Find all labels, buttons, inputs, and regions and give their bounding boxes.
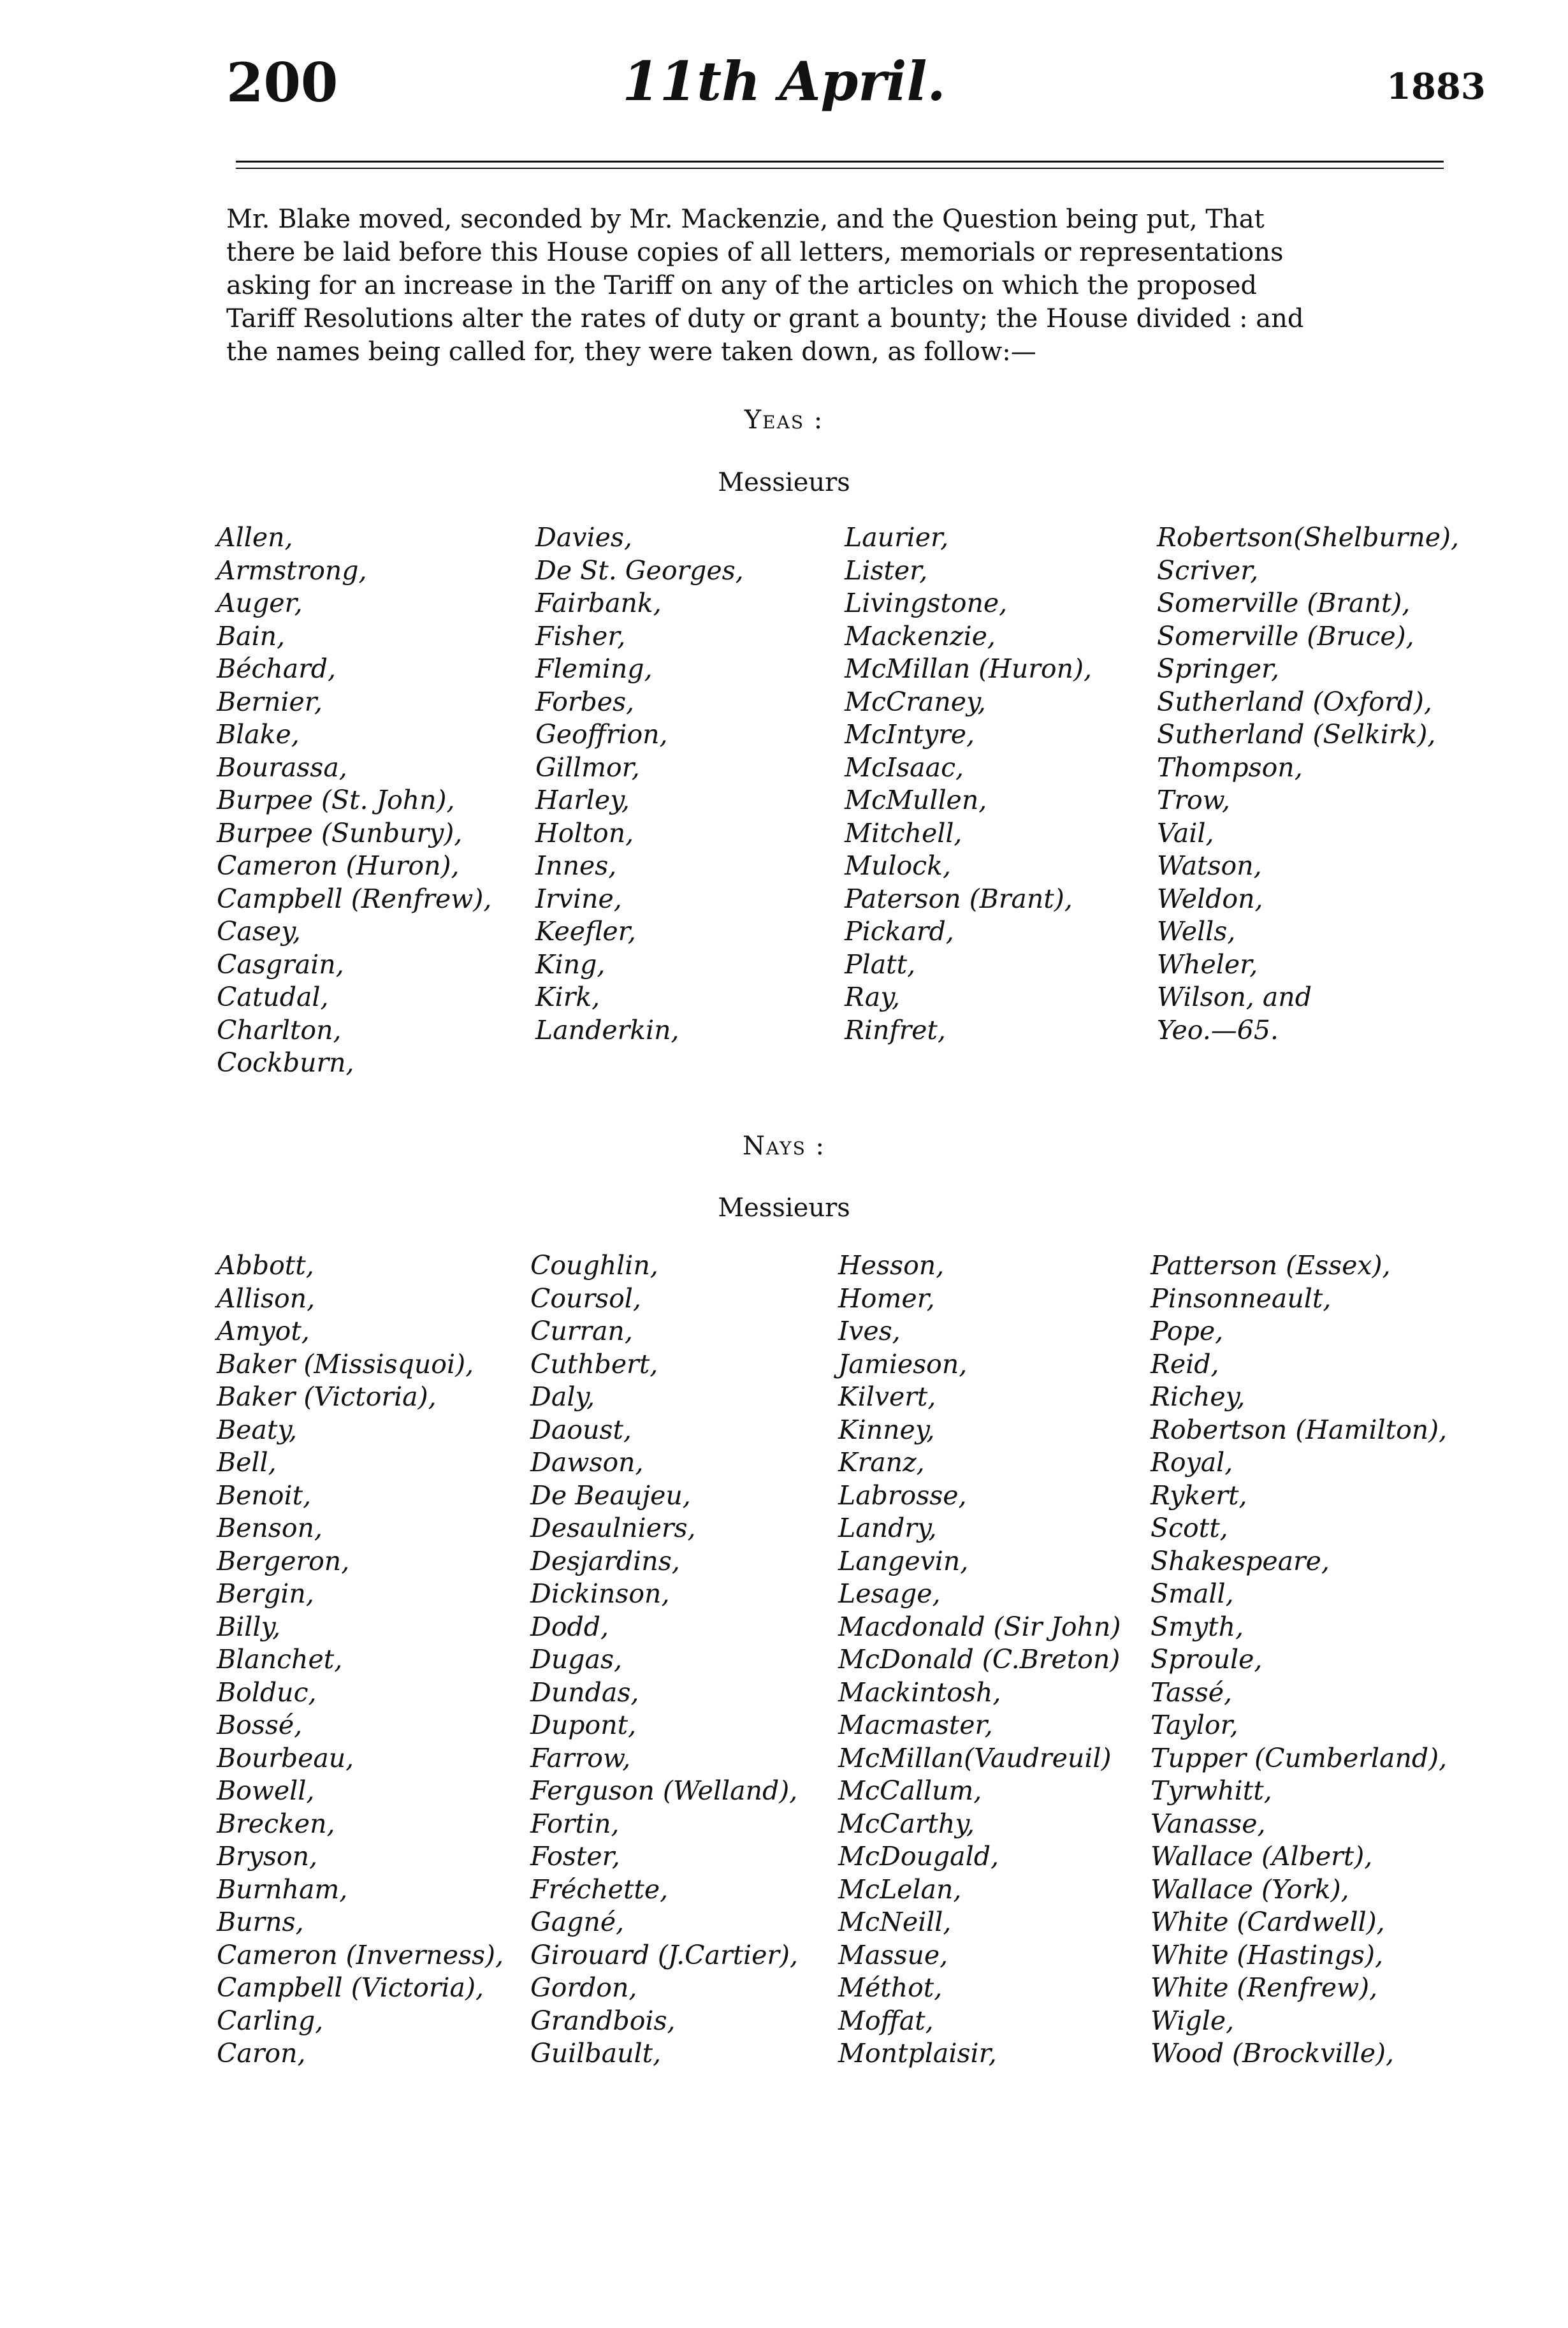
nay-member-name: Coursol, bbox=[530, 1283, 641, 1314]
yea-member-name: Laurier, bbox=[845, 522, 949, 553]
yea-member-name: Cockburn, bbox=[217, 1047, 354, 1078]
yea-member-name: Forbes, bbox=[535, 686, 635, 717]
nay-member-name: Beaty, bbox=[217, 1414, 298, 1445]
yea-member-name: Bernier, bbox=[217, 686, 323, 717]
nay-member-name: Macmaster, bbox=[838, 1710, 993, 1740]
nay-member-name: Fortin, bbox=[530, 1808, 620, 1839]
nay-member-name: Grandbois, bbox=[530, 2005, 676, 2036]
yea-member-name: Innes, bbox=[535, 850, 617, 881]
nay-member-name: Mackintosh, bbox=[838, 1677, 1001, 1708]
nay-member-name: Cameron (Inverness), bbox=[217, 1939, 504, 1970]
yea-member-name: Livingstone, bbox=[845, 588, 1008, 618]
nay-member-name: Rykert, bbox=[1151, 1480, 1247, 1511]
yea-member-name: Mackenzie, bbox=[845, 620, 996, 651]
nay-member-name: Bergeron, bbox=[217, 1545, 350, 1576]
yea-member-name: Harley, bbox=[535, 785, 630, 815]
nay-member-name: Billy, bbox=[217, 1611, 281, 1642]
nay-member-name: Ferguson (Welland), bbox=[530, 1775, 798, 1806]
nay-member-name: Gordon, bbox=[530, 1972, 637, 2003]
nays-subheading: Messieurs bbox=[718, 1193, 850, 1223]
yea-member-name: Somerville (Brant), bbox=[1157, 588, 1411, 618]
yea-member-name: Wells, bbox=[1157, 916, 1236, 947]
nay-member-name: McCarthy, bbox=[838, 1808, 975, 1839]
yea-member-name: Vail, bbox=[1157, 817, 1214, 848]
yea-member-name: Weldon, bbox=[1157, 883, 1263, 914]
yea-member-name: Catudal, bbox=[217, 982, 329, 1012]
nay-member-name: Kinney, bbox=[838, 1414, 935, 1445]
yea-member-name: Allen, bbox=[217, 522, 293, 553]
motion-line: Tariff Resolutions alter the rates of duty or grant a bounty; the House divided : and bbox=[226, 304, 1304, 333]
yea-member-name: Ray, bbox=[845, 982, 901, 1012]
yea-member-name: Wheler, bbox=[1157, 949, 1258, 980]
nay-member-name: Jamieson, bbox=[838, 1348, 968, 1379]
nay-member-name: White (Cardwell), bbox=[1151, 1907, 1385, 1937]
nay-member-name: Benson, bbox=[217, 1513, 323, 1543]
yea-member-name: Paterson (Brant), bbox=[845, 883, 1073, 914]
yea-member-name: McMillan (Huron), bbox=[845, 653, 1093, 684]
motion-line: asking for an increase in the Tariff on any of the articles on which the proposed bbox=[226, 271, 1258, 300]
yea-member-name: Mulock, bbox=[845, 850, 952, 881]
yea-member-name: Irvine, bbox=[535, 883, 622, 914]
nay-member-name: Caron, bbox=[217, 2038, 306, 2069]
yea-member-name: Robertson(Shelburne), bbox=[1157, 522, 1460, 553]
nay-column-1 bbox=[217, 1249, 504, 2070]
nay-member-name: Benoit, bbox=[217, 1480, 312, 1511]
yea-member-name: Cameron (Huron), bbox=[217, 850, 460, 881]
nay-member-name: White (Renfrew), bbox=[1151, 1972, 1378, 2003]
nay-member-name: Vanasse, bbox=[1151, 1808, 1266, 1839]
nay-member-name: Richey, bbox=[1151, 1381, 1245, 1412]
header-rule-bottom bbox=[236, 168, 1444, 169]
nay-member-name: Dupont, bbox=[530, 1710, 637, 1740]
yea-member-name: Wilson, and bbox=[1157, 982, 1312, 1012]
nay-member-name: McCallum, bbox=[838, 1775, 982, 1806]
nay-member-name: McNeill, bbox=[838, 1907, 952, 1937]
motion-line: there be laid before this House copies of all letters, memorials or representations bbox=[226, 238, 1284, 267]
nay-member-name: Langevin, bbox=[838, 1545, 969, 1576]
yea-member-name: Béchard, bbox=[217, 653, 337, 684]
nay-member-name: Wallace (York), bbox=[1151, 1873, 1349, 1905]
nay-member-name: Girouard (J.Cartier), bbox=[530, 1939, 799, 1970]
nay-member-name: Baker (Missisquoi), bbox=[217, 1348, 474, 1379]
nay-member-name: Moffat, bbox=[838, 2005, 934, 2036]
nay-member-name: Kilvert, bbox=[838, 1381, 936, 1412]
nay-member-name: McMillan(Vaudreuil) bbox=[838, 1742, 1112, 1773]
motion-line: Mr. Blake moved, seconded by Mr. Mackenzie, and the Question being put, That bbox=[226, 205, 1265, 234]
yea-column-4 bbox=[1157, 521, 1459, 1047]
nay-column-2 bbox=[530, 1249, 798, 2070]
nay-member-name: Ives, bbox=[838, 1316, 901, 1346]
nay-member-name: McLelan, bbox=[838, 1873, 962, 1905]
nay-member-name: Coughlin, bbox=[530, 1250, 658, 1281]
nay-member-name: Dawson, bbox=[530, 1447, 644, 1478]
yea-member-name: Watson, bbox=[1157, 850, 1262, 881]
nay-member-name: Taylor, bbox=[1151, 1710, 1238, 1740]
nay-member-name: Robertson (Hamilton), bbox=[1151, 1414, 1448, 1445]
yea-member-name: McMullen, bbox=[845, 785, 987, 815]
nay-member-name: Brecken, bbox=[217, 1808, 335, 1839]
yea-member-name: Campbell (Renfrew), bbox=[217, 883, 492, 914]
yea-member-name: Blake, bbox=[217, 719, 300, 750]
nay-member-name: Lesage, bbox=[838, 1578, 941, 1609]
nay-member-name: Bell, bbox=[217, 1447, 277, 1478]
yea-column-1 bbox=[217, 521, 491, 1080]
yea-member-name: Sutherland (Oxford), bbox=[1157, 686, 1432, 717]
nay-member-name: Shakespeare, bbox=[1151, 1545, 1330, 1576]
nay-member-name: Smyth, bbox=[1151, 1611, 1244, 1642]
yea-member-name: McIntyre, bbox=[845, 719, 975, 750]
page-year: 1883 bbox=[1386, 66, 1486, 108]
yea-member-name: Auger, bbox=[217, 588, 303, 618]
nay-member-name: Dodd, bbox=[530, 1611, 609, 1642]
nay-member-name: Homer, bbox=[838, 1283, 935, 1314]
yea-member-name: Mitchell, bbox=[845, 817, 962, 848]
nay-member-name: Kranz, bbox=[838, 1447, 925, 1478]
nay-member-name: Bowell, bbox=[217, 1775, 315, 1806]
nay-member-name: Dickinson, bbox=[530, 1578, 670, 1609]
nay-member-name: Bossé, bbox=[217, 1710, 303, 1740]
nay-member-name: Gagné, bbox=[530, 1907, 625, 1937]
nay-member-name: Montplaisir, bbox=[838, 2038, 997, 2069]
nay-member-name: Wigle, bbox=[1151, 2005, 1235, 2036]
nay-member-name: Campbell (Victoria), bbox=[217, 1972, 484, 2003]
nay-member-name: Royal, bbox=[1151, 1447, 1233, 1478]
yea-member-name: Holton, bbox=[535, 817, 634, 848]
yea-member-name: Keefler, bbox=[535, 916, 636, 947]
yea-member-name: Casey, bbox=[217, 916, 301, 947]
nay-member-name: Burns, bbox=[217, 1907, 304, 1937]
nay-member-name: Foster, bbox=[530, 1841, 620, 1872]
nay-member-name: Reid, bbox=[1151, 1348, 1219, 1379]
yea-member-name: Platt, bbox=[845, 949, 916, 980]
nay-member-name: Tyrwhitt, bbox=[1151, 1775, 1272, 1806]
yeas-subheading: Messieurs bbox=[718, 468, 850, 497]
yea-member-name: Scriver, bbox=[1157, 555, 1259, 586]
yea-member-name: Thompson, bbox=[1157, 752, 1303, 783]
motion-line: the names being called for, they were taken down, as follow:— bbox=[226, 337, 1036, 367]
yea-member-name: Pickard, bbox=[845, 916, 954, 947]
nay-member-name: Desaulniers, bbox=[530, 1513, 696, 1543]
header-rule-top bbox=[236, 161, 1444, 163]
nay-member-name: Bergin, bbox=[217, 1578, 314, 1609]
nay-member-name: Farrow, bbox=[530, 1742, 631, 1773]
nay-member-name: Small, bbox=[1151, 1578, 1234, 1609]
nay-member-name: Bolduc, bbox=[217, 1677, 317, 1708]
nay-member-name: Massue, bbox=[838, 1939, 948, 1970]
nay-member-name: Desjardins, bbox=[530, 1545, 680, 1576]
nay-member-name: Daoust, bbox=[530, 1414, 632, 1445]
motion-paragraph bbox=[226, 203, 1453, 368]
nay-member-name: Scott, bbox=[1151, 1513, 1228, 1543]
nay-member-name: Hesson, bbox=[838, 1250, 945, 1281]
nay-member-name: Allison, bbox=[217, 1283, 316, 1314]
nay-member-name: Carling, bbox=[217, 2005, 324, 2036]
nay-member-name: Pope, bbox=[1151, 1316, 1224, 1346]
nay-member-name: Wallace (Albert), bbox=[1151, 1841, 1373, 1872]
yea-member-name: Springer, bbox=[1157, 653, 1280, 684]
nay-member-name: Abbott, bbox=[217, 1250, 314, 1281]
nay-member-name: Cuthbert, bbox=[530, 1348, 658, 1379]
yea-member-name: McCraney, bbox=[845, 686, 986, 717]
yea-member-name: Fleming, bbox=[535, 653, 653, 684]
nay-member-name: Tupper (Cumberland), bbox=[1151, 1742, 1448, 1773]
yea-member-name: Davies, bbox=[535, 522, 632, 553]
nay-member-name: Wood (Brockville), bbox=[1151, 2038, 1395, 2069]
yea-member-name: Fairbank, bbox=[535, 588, 662, 618]
nay-member-name: Patterson (Essex), bbox=[1151, 1250, 1391, 1281]
nay-member-name: De Beaujeu, bbox=[530, 1480, 691, 1511]
yea-column-3 bbox=[845, 521, 1092, 1047]
yea-member-name: Bain, bbox=[217, 620, 286, 651]
yea-member-name: Bourassa, bbox=[217, 752, 347, 783]
nays-heading: Nays : bbox=[743, 1131, 825, 1161]
yea-member-name: Somerville (Bruce), bbox=[1157, 620, 1414, 651]
yea-member-name: Casgrain, bbox=[217, 949, 344, 980]
page-number: 200 bbox=[226, 51, 338, 114]
nay-member-name: Daly, bbox=[530, 1381, 595, 1412]
nay-member-name: Fréchette, bbox=[530, 1873, 669, 1905]
yea-member-name: Burpee (Sunbury), bbox=[217, 817, 463, 848]
nay-member-name: Méthot, bbox=[838, 1972, 943, 2003]
yea-member-name: Armstrong, bbox=[217, 555, 367, 586]
nay-member-name: Dundas, bbox=[530, 1677, 639, 1708]
yea-member-name: King, bbox=[535, 949, 606, 980]
yea-member-name: Kirk, bbox=[535, 982, 600, 1012]
yea-member-name: De St. Georges, bbox=[535, 555, 744, 586]
yea-member-name: Landerkin, bbox=[535, 1014, 679, 1045]
yea-member-name: Gillmor, bbox=[535, 752, 640, 783]
nay-member-name: Bourbeau, bbox=[217, 1742, 354, 1773]
nay-member-name: Macdonald (Sir John) bbox=[838, 1611, 1121, 1642]
nay-member-name: Tassé, bbox=[1151, 1677, 1232, 1708]
yea-column-2 bbox=[535, 521, 744, 1047]
nay-column-3 bbox=[838, 1249, 1121, 2070]
yea-member-name: Trow, bbox=[1157, 785, 1230, 815]
page-date-heading: 11th April. bbox=[622, 50, 946, 113]
nay-member-name: Bryson, bbox=[217, 1841, 318, 1872]
nay-member-name: Landry, bbox=[838, 1513, 937, 1543]
yea-member-name: Sutherland (Selkirk), bbox=[1157, 719, 1436, 750]
yea-member-name: Lister, bbox=[845, 555, 928, 586]
nay-member-name: McDonald (C.Breton) bbox=[838, 1644, 1121, 1675]
yea-member-name: Charlton, bbox=[217, 1014, 342, 1045]
nay-member-name: Dugas, bbox=[530, 1644, 623, 1675]
nay-column-4 bbox=[1151, 1249, 1447, 2070]
yeas-heading: Yeas : bbox=[744, 405, 824, 435]
nay-member-name: Pinsonneault, bbox=[1151, 1283, 1332, 1314]
yea-member-name: Burpee (St. John), bbox=[217, 785, 455, 815]
nay-member-name: Blanchet, bbox=[217, 1644, 343, 1675]
yea-member-name: Rinfret, bbox=[845, 1014, 946, 1045]
yea-member-name: Geoffrion, bbox=[535, 719, 668, 750]
nay-member-name: Labrosse, bbox=[838, 1480, 967, 1511]
nay-member-name: Amyot, bbox=[217, 1316, 310, 1346]
nay-member-name: Burnham, bbox=[217, 1873, 348, 1905]
nay-member-name: White (Hastings), bbox=[1151, 1939, 1383, 1970]
nay-member-name: Sproule, bbox=[1151, 1644, 1263, 1675]
nay-member-name: Baker (Victoria), bbox=[217, 1381, 437, 1412]
yea-member-name: McIsaac, bbox=[845, 752, 964, 783]
yea-member-name: Yeo.—65. bbox=[1157, 1014, 1279, 1045]
nay-member-name: Curran, bbox=[530, 1316, 633, 1346]
nay-member-name: McDougald, bbox=[838, 1841, 999, 1872]
yea-member-name: Fisher, bbox=[535, 620, 626, 651]
nay-member-name: Guilbault, bbox=[530, 2038, 662, 2069]
